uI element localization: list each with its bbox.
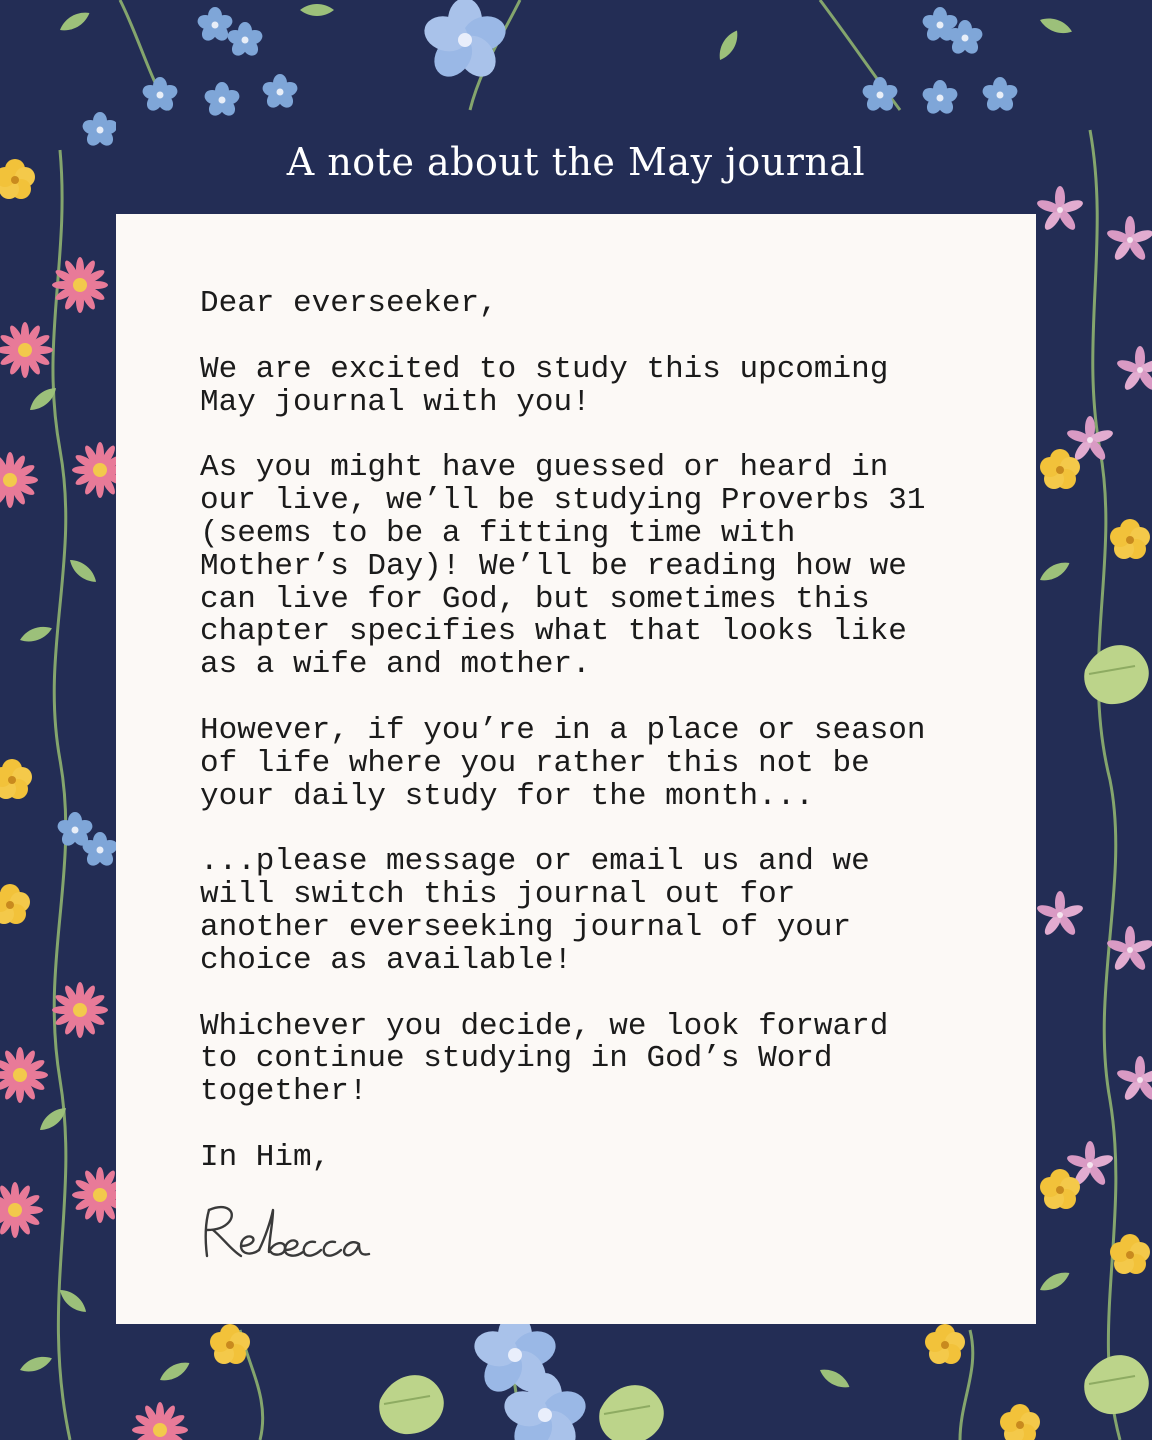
letter-body [200, 288, 960, 1181]
page-title: A note about the May journal [286, 140, 866, 184]
letter-paragraph-4: ...please message or email us and we will switch this journal out for another everseeking journal of your choice as available! [200, 844, 870, 978]
letter-paragraph-1: We are excited to study this upcoming May journal with you! [200, 351, 889, 420]
letter-paragraph-5: Whichever you decide, we look forward to continue studying in God’s Word together! [200, 1008, 889, 1110]
signature-rebecca [193, 1198, 413, 1268]
letter-closing: In Him, [200, 1139, 331, 1175]
letter-paragraph-3: However, if you’re in a place or season of life where you rather this not be your daily study for the month... [200, 712, 926, 814]
letter-greeting: Dear everseeker, [200, 286, 498, 321]
letter-paragraph-2: As you might have guessed or heard in our live, we’ll be studying Proverbs 31 (seems to be a fitting time with Mother’s Day)! We’ll be reading how we can live for God, but sometimes this chapter specifies what that looks like as a wife and mother. [200, 450, 926, 683]
